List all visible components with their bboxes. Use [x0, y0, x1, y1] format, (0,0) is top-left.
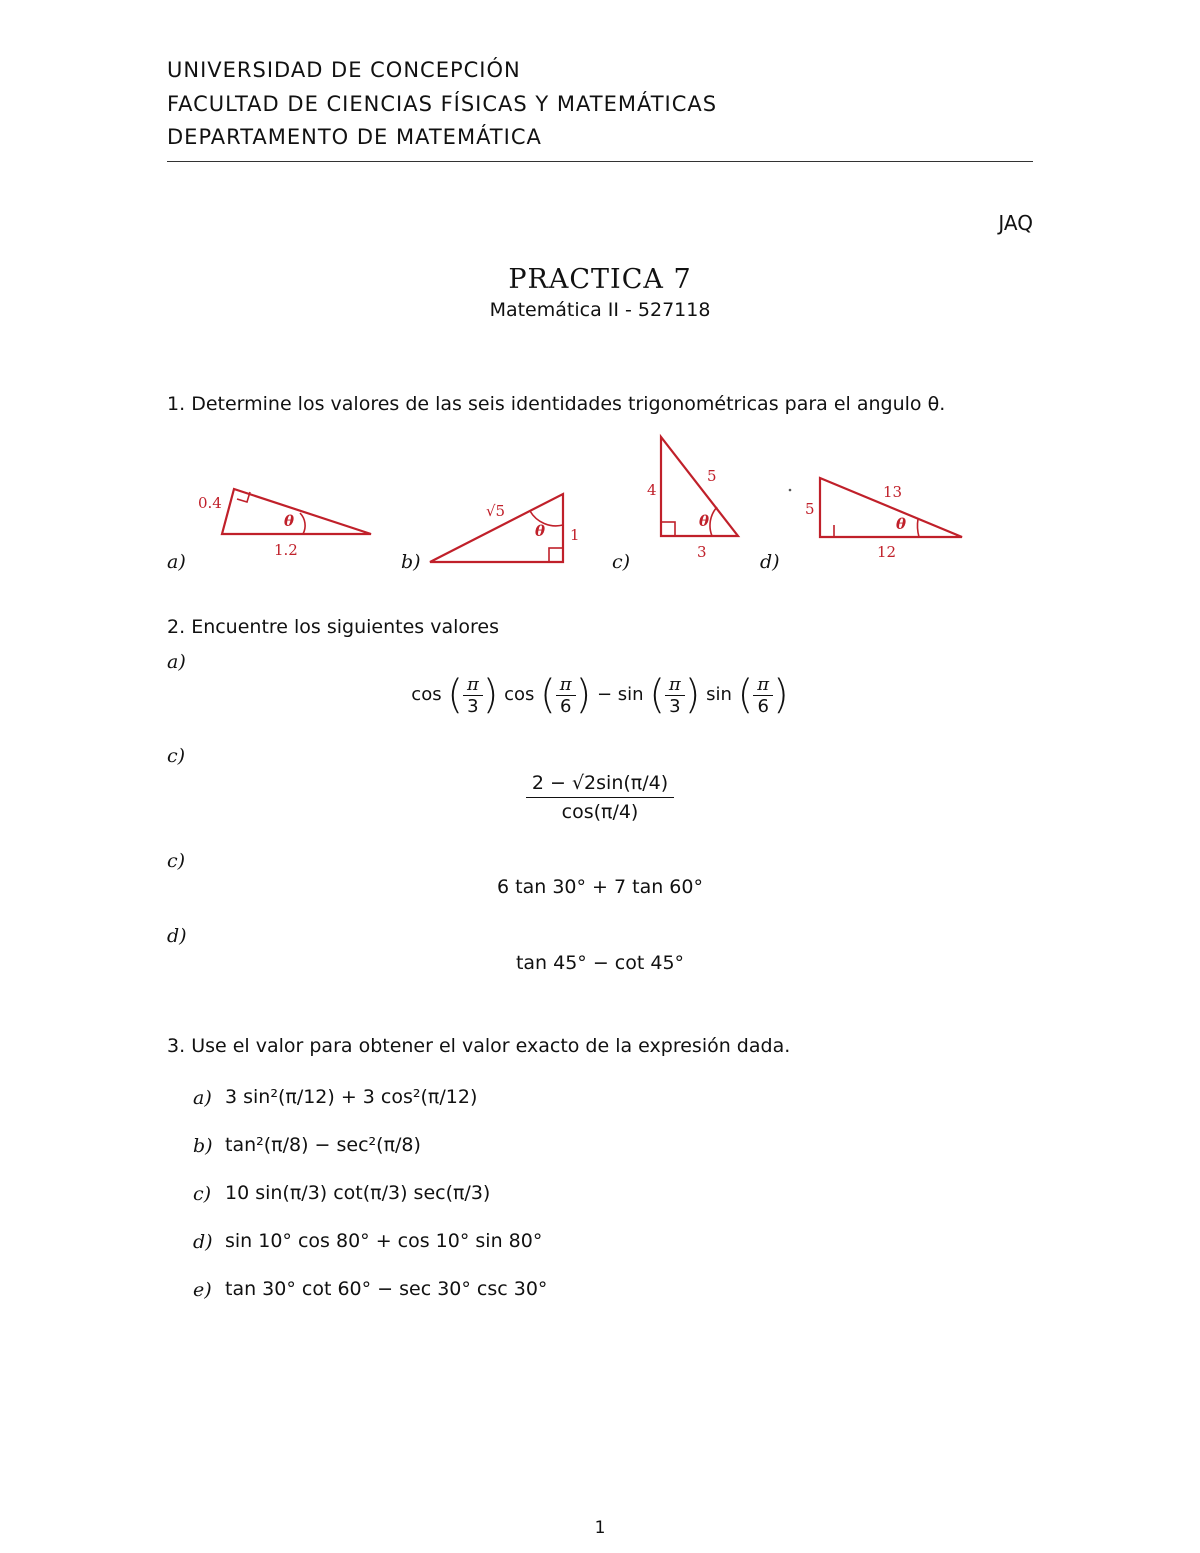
- problem-3-text: Use el valor para obtener el valor exacto de la expresión dada.: [191, 1035, 791, 1057]
- problem-3-item-c-expr: 10 sin(π/3) cot(π/3) sec(π/3): [225, 1182, 491, 1204]
- problem-2-item-c-label: c): [167, 850, 186, 872]
- triangle-a: [198, 489, 371, 559]
- triangle-d-side-2: 13: [883, 483, 903, 501]
- document-subtitle: Matemática II - 527118: [489, 299, 711, 321]
- document-title: PRACTICA 7: [508, 264, 692, 295]
- problem-1-text: Determine los valores de las seis identidades trigonométricas para el angulo θ.: [191, 393, 946, 415]
- triangle-d-side-1: 5: [805, 500, 815, 518]
- problem-2-item-a-expr: cos ( $\frac{\pi}{3}$ ) cos ( $\frac{\pi}{6}$ ) − sin ( $\frac{\pi}{3}$ ) sin ( $\frac{\pi}{6}$ ): [411, 672, 789, 718]
- faculty-name: FACULTAD DE CIENCIAS FÍSICAS Y MATEMÁTICAS: [167, 92, 718, 116]
- problem-2-text: Encuentre los siguientes valores: [191, 616, 500, 638]
- problem-3-item-a-label: a): [193, 1087, 212, 1109]
- problem-2-item-c-expr: 6 tan 30° + 7 tan 60°: [497, 876, 703, 898]
- triangle-figures: [0, 0, 1200, 600]
- department-name: DEPARTAMENTO DE MATEMÁTICA: [167, 125, 542, 149]
- problem-1: 1. Determine los valores de las seis identidades trigonométricas para el angulo θ.: [167, 393, 946, 415]
- problem-2-item-a-label: a): [167, 651, 186, 673]
- triangle-a-angle: θ: [284, 512, 295, 530]
- page-number: 1: [594, 1518, 606, 1538]
- figure-d-label: d): [760, 551, 780, 573]
- problem-3-item-e-expr: tan 30° cot 60° − sec 30° csc 30°: [225, 1278, 548, 1300]
- triangle-d: [789, 478, 962, 561]
- triangle-c: [647, 437, 738, 561]
- triangle-d-angle: θ: [896, 515, 907, 533]
- problem-3-item-a-expr: 3 sin²(π/12) + 3 cos²(π/12): [225, 1086, 478, 1108]
- problem-2-item-d-label: d): [167, 925, 187, 947]
- problem-2-item-d-expr: tan 45° − cot 45°: [515, 952, 685, 974]
- problem-3-item-d-label: d): [193, 1231, 213, 1253]
- author-initials: JAQ: [998, 211, 1033, 235]
- problem-2: 2. Encuentre los siguientes valores: [167, 616, 500, 638]
- triangle-b-side-1: √5: [486, 502, 506, 520]
- triangle-a-side-1: 0.4: [198, 494, 222, 512]
- problem-2-item-b-expr: $\frac{2 - √2\sin(\pi/4)}{\cos(\pi/4)}$: [0, 772, 1200, 823]
- problem-3-item-b-label: b): [193, 1135, 213, 1157]
- university-name: UNIVERSIDAD DE CONCEPCIÓN: [167, 58, 521, 82]
- triangle-d-side-3: 12: [877, 543, 897, 561]
- problem-3-item-c-label: c): [193, 1183, 212, 1205]
- triangle-b-angle: θ: [535, 522, 546, 540]
- problem-3-item-e-label: e): [193, 1279, 212, 1301]
- problem-2-item-b-label: c): [167, 745, 186, 767]
- problem-3: 3. Use el valor para obtener el valor exacto de la expresión dada.: [167, 1035, 791, 1057]
- triangle-c-side-3: 3: [697, 543, 707, 561]
- triangle-b: [430, 494, 580, 562]
- triangle-a-side-2: 1.2: [274, 541, 298, 559]
- problem-3-item-d-expr: sin 10° cos 80° + cos 10° sin 80°: [225, 1230, 543, 1252]
- triangle-b-side-2: 1: [570, 526, 580, 544]
- triangle-c-side-2: 5: [707, 467, 717, 485]
- figure-c-label: c): [612, 551, 631, 573]
- problem-3-item-b-expr: tan²(π/8) − sec²(π/8): [225, 1134, 421, 1156]
- triangle-c-angle: θ: [699, 512, 710, 530]
- figure-a-label: a): [167, 551, 186, 573]
- figure-b-label: b): [401, 551, 421, 573]
- triangle-c-side-1: 4: [647, 481, 657, 499]
